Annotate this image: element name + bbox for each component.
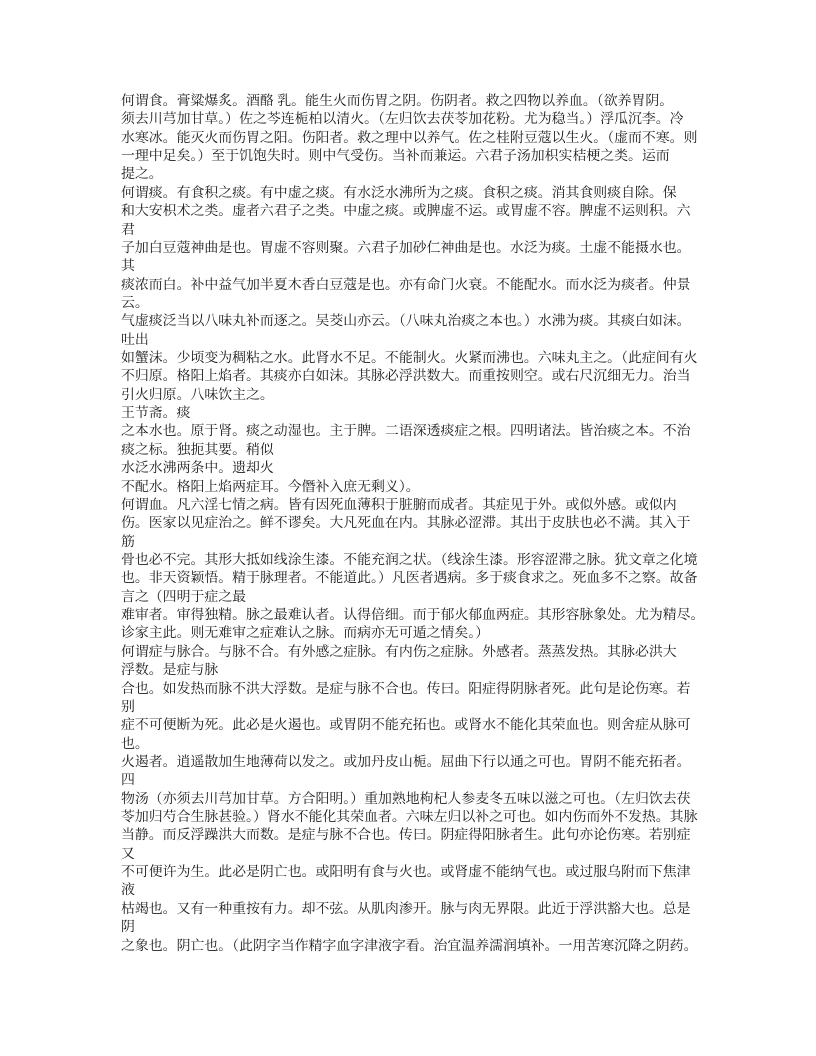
text-line: 合也。如发热而脉不洪大浮数。是症与脉不合也。传曰。阳症得阴脉者死。此句是论伤寒。若 xyxy=(121,681,691,697)
text-line: 难审者。审得独精。脉之最难认者。认得倍细。而于郁火郁血两症。其形容脉象处。尤为精尽。 xyxy=(121,608,705,624)
text-line: 当静。而反浮躁洪大而数。是症与脉不合也。传曰。阴症得阳脉者生。此句亦论伤寒。若别症 xyxy=(121,828,691,844)
text-line: 浮数。是症与脉 xyxy=(121,663,219,679)
text-line: 又 xyxy=(121,846,135,862)
text-line: 四 xyxy=(121,773,135,789)
text-line: 症不可便断为死。此必是火遏也。或胃阴不能充拓也。或肾水不能化其荣血也。则舍症从脉可 xyxy=(121,718,691,734)
text-line: 子加白豆蔻神曲是也。胃虚不容则聚。六君子加砂仁神曲是也。水泛为痰。土虚不能摄水也。 xyxy=(121,240,691,256)
text-line: 提之。 xyxy=(121,167,163,183)
text-line: 不配水。格阳上焰两症耳。今僭补入庶无剩义）。 xyxy=(121,479,420,495)
text-line: 筋 xyxy=(121,534,135,550)
text-line: 也。非天资颖悟。精于脉理者。不能道此。）凡医者遇病。多于痰食求之。死血多不之察。故备 xyxy=(121,571,698,587)
text-line: 王节斋。痰 xyxy=(121,406,191,422)
text-line: 引火归原。八味饮主之。 xyxy=(121,387,274,403)
text-line: 何谓食。膏粱爆炙。酒酪 乳。能生火而伤胃之阴。伤阴者。救之四物以养血。（欲养胃阴。 xyxy=(121,94,674,109)
text-line: 言之（四明于症之最 xyxy=(121,589,247,605)
text-line: 痰浓而白。补中益气加半夏木香白豆蔻是也。亦有命门火衰。不能配水。而水泛为痰者。仲景 xyxy=(121,277,691,293)
text-line: 须去川芎加甘草。）佐之芩连栀柏以清火。（左归饮去茯苓加花粉。尤为稳当。）浮瓜沉李。冷 xyxy=(121,112,684,128)
text-line: 水寒冰。能灭火而伤胃之阳。伤阳者。救之理中以养气。佐之桂附豆蔻以生火。（虚而不寒。则 xyxy=(121,130,698,146)
document-text xyxy=(121,93,707,956)
text-line: 如蟹沫。少顷变为稠粘之水。此肾水不足。不能制火。火紧而沸也。六味丸主之。（此症间有火 xyxy=(121,351,698,367)
text-line: 之本水也。原于肾。痰之动湿也。主于脾。二语深透痰症之根。四明诸法。皆治痰之本。不治 xyxy=(121,424,691,440)
text-line: 也。 xyxy=(121,736,149,752)
text-line: 云。 xyxy=(121,295,149,311)
text-line: 物汤（亦须去川芎加甘草。方合阳明。）重加熟地枸杞人参麦冬五味以滋之可也。（左归饮去茯 xyxy=(121,791,691,807)
text-line: 苓加归芍合生脉甚验。）肾水不能化其荣血者。六味左归以补之可也。如内伤而外不发热。其脉 xyxy=(121,810,698,826)
text-line: 别 xyxy=(121,699,135,715)
text-line: 吐出 xyxy=(121,332,149,348)
text-line: 何谓症与脉合。与脉不合。有外感之症脉。有内伤之症脉。外感者。蒸蒸发热。其脉必洪大 xyxy=(121,644,677,660)
text-line: 不可便许为生。此必是阴亡也。或阳明有食与火也。或肾虚不能纳气也。或过服乌附而下焦津 xyxy=(121,865,691,881)
text-line: 水泛水沸两条中。遗却火 xyxy=(121,461,274,477)
text-line: 一理中足矣。）至于饥饱失时。则中气受伤。当补而兼运。六君子汤加枳实桔梗之类。运而 xyxy=(121,149,670,165)
text-line: 痰之标。独扼其要。稍似 xyxy=(121,442,274,458)
text-line: 其 xyxy=(121,259,135,275)
text-line: 火遏者。逍遥散加生地薄荷以发之。或加丹皮山栀。屈曲下行以通之可也。胃阴不能充拓者。 xyxy=(121,754,691,770)
text-line: 气虚痰泛当以八味丸补而逐之。吴茭山亦云。（八味丸治痰之本也。）水沸为痰。其痰白如沫。 xyxy=(121,314,691,330)
text-line: 何谓血。凡六淫七情之病。皆有因死血薄积于脏腑而成者。其症见于外。或似外感。或似内 xyxy=(121,497,677,513)
text-line: 和大安枳术之类。虚者六君子之类。中虚之痰。或脾虚不运。或胃虚不容。脾虚不运则积。六 xyxy=(121,204,691,220)
text-line: 诊家主此。则无难审之症难认之脉。而病亦无可遁之情矣。） xyxy=(121,626,490,642)
text-line: 阴 xyxy=(121,920,135,936)
text-line: 之象也。阴亡也。（此阴字当作精字血字津液字看。治宜温养濡润填补。一用苦寒沉降之阴药。 xyxy=(121,938,698,954)
text-line: 枯竭也。又有一种重按有力。却不弦。从肌肉渗开。脉与肉无界限。此近于浮洪豁大也。总是 xyxy=(121,901,691,917)
text-line: 君 xyxy=(121,222,135,238)
text-line: 液 xyxy=(121,883,135,899)
text-line: 何谓痰。有食积之痰。有中虚之痰。有水泛水沸所为之痰。食积之痰。消其食则痰自除。保 xyxy=(121,185,677,201)
text-line: 骨也必不完。其形大抵如线涂生漆。不能充润之状。（线涂生漆。形容涩滞之脉。犹文章之化境 xyxy=(121,552,698,568)
text-line: 不归原。格阳上焰者。其痰亦白如沫。其脉必浮洪数大。而重按则空。或右尺沉细无力。治当 xyxy=(121,369,691,385)
text-line: 伤。医家以见症治之。鲜不谬矣。大凡死血在内。其脉必涩滞。其出于皮肤也必不满。其入于 xyxy=(121,516,691,532)
